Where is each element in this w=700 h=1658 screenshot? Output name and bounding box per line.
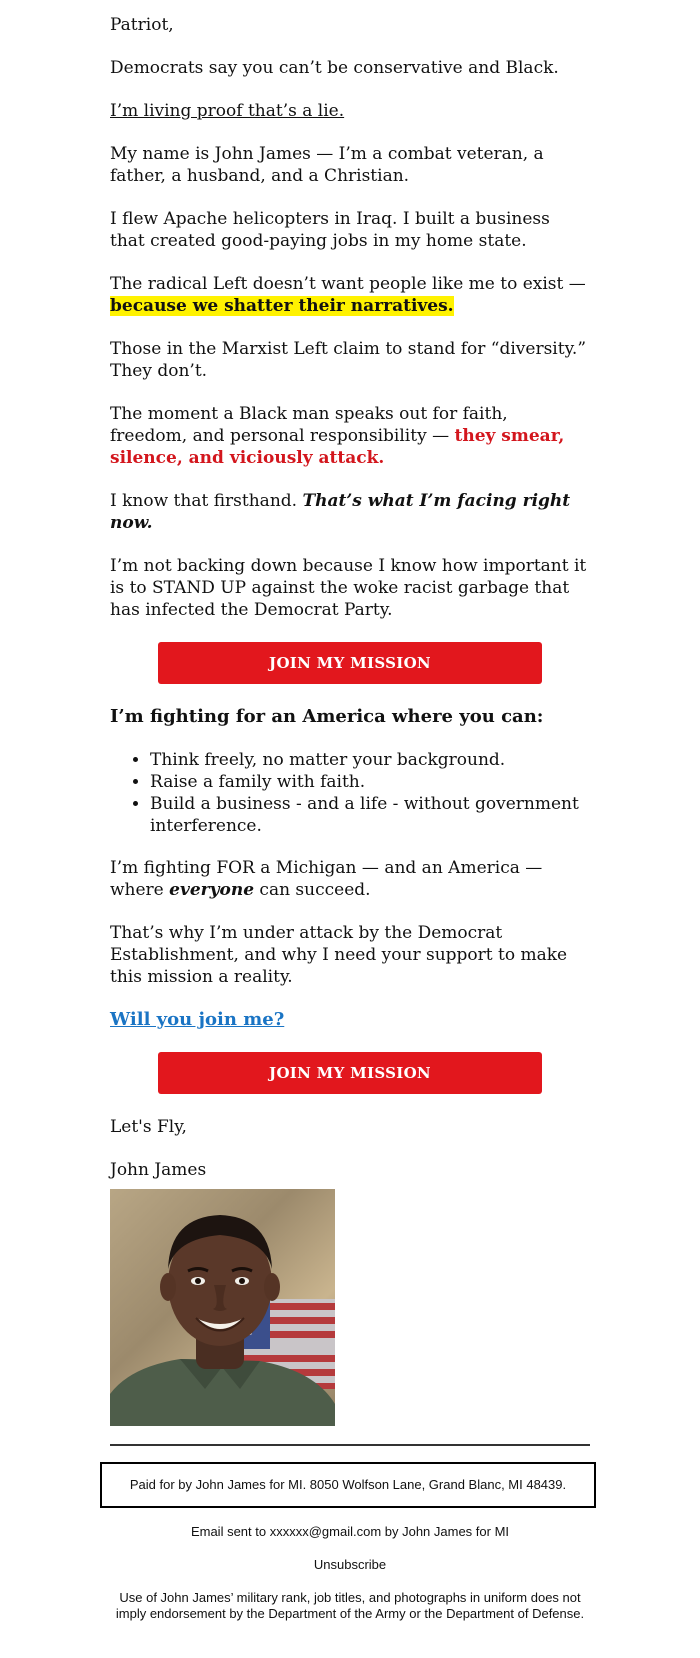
paragraph-1: Democrats say you can’t be conservative and Black.: [110, 58, 559, 78]
paragraph-8-text: I know that firsthand.: [110, 491, 303, 511]
paragraph-10: [110, 857, 590, 901]
signoff: Let's Fly,: [110, 1117, 187, 1137]
emphasis-everyone: everyone: [169, 880, 255, 900]
join-mission-button-2[interactable]: JOIN MY MISSION: [158, 1052, 542, 1094]
paragraph-9: I’m not backing down because I know how important it is to STAND UP against the woke racist garbage that has infected the Democrat Party.: [110, 556, 587, 620]
paragraph-5-text: The radical Left doesn’t want people like me to exist —: [110, 274, 586, 294]
disclaimer: Use of John James’ military rank, job titles, and photographs in uniform does not imply endorsement by the Department of the Army or the Department of Defense.: [115, 1590, 585, 1621]
paid-for-box: [100, 1462, 596, 1508]
join-mission-button[interactable]: JOIN MY MISSION: [158, 642, 542, 684]
list-item: • Think freely, no matter your background.: [150, 749, 590, 771]
paid-for-text: Paid for by John James for MI. 8050 Wolfson Lane, Grand Blanc, MI 48439.: [129, 1477, 567, 1492]
list-item: • Build a business - and a life - without government interference.: [150, 793, 590, 837]
underlined-statement: I’m living proof that’s a lie.: [110, 101, 345, 121]
paragraph-4: I flew Apache helicopters in Iraq. I built a business that created good-paying jobs in my home state.: [110, 209, 550, 251]
portrait-photo: [110, 1189, 335, 1426]
paragraph-6: Those in the Marxist Left claim to stand for “diversity.” They don’t.: [110, 339, 587, 381]
cta-wrapper-2: [110, 1052, 590, 1094]
paragraph-8: [110, 490, 590, 534]
emphasis-statement: That’s what I’m facing right now.: [110, 491, 571, 533]
email-sent-notice: Email sent to xxxxxx@gmail.com by John James for MI: [190, 1524, 510, 1539]
paragraph-5: [110, 273, 590, 317]
highlighted-statement: because we shatter their narratives.: [110, 296, 454, 316]
section-heading: I’m fighting for an America where you can:: [110, 706, 544, 727]
paragraph-11: That’s why I’m under attack by the Democrat Establishment, and why I need your support to make this mission a reality.: [110, 923, 568, 987]
email-body: [110, 0, 590, 1426]
unsubscribe-link[interactable]: Unsubscribe: [313, 1557, 387, 1572]
paragraph-7-text: The moment a Black man speaks out for faith, freedom, and personal responsibility —: [110, 404, 508, 446]
portrait-photo-icon: [110, 1189, 335, 1426]
paragraph-3: My name is John James — I’m a combat veteran, a father, a husband, and a Christian.: [110, 144, 544, 186]
email-footer: [110, 1524, 590, 1639]
greeting: Patriot,: [110, 15, 174, 35]
paragraph-10-tail: can succeed.: [254, 880, 371, 900]
join-link[interactable]: Will you join me?: [110, 1009, 285, 1030]
red-statement: they smear, silence, and viciously attack.: [110, 426, 565, 468]
join-link-paragraph: [110, 1009, 590, 1031]
signature: John James: [110, 1160, 207, 1180]
bullet-list: [110, 749, 590, 837]
cta-wrapper-1: [110, 642, 590, 684]
footer-divider: [110, 1444, 590, 1446]
paragraph-2: [110, 100, 590, 122]
paragraph-10-text: I’m fighting FOR a Michigan — and an America — where: [110, 858, 543, 900]
list-item: • Raise a family with faith.: [150, 771, 590, 793]
paragraph-7: [110, 403, 590, 469]
